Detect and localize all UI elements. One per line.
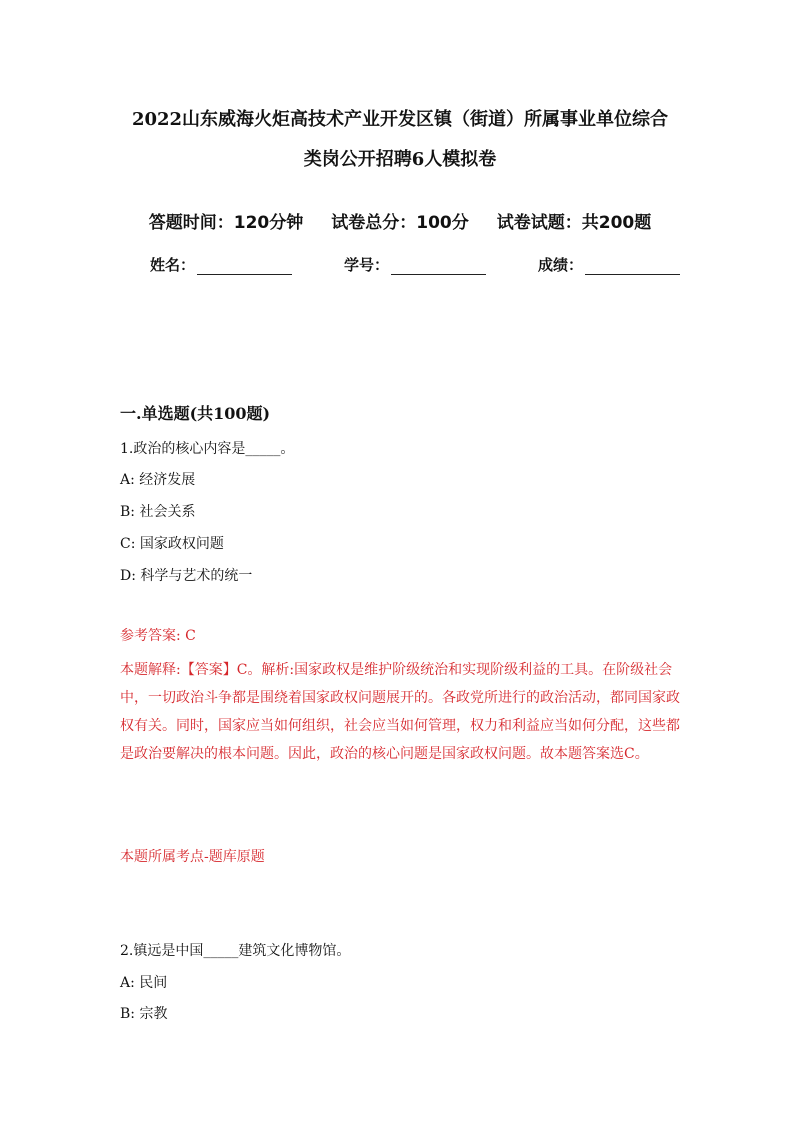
student-id-blank[interactable] <box>391 258 486 275</box>
section-title: 一.单选题(共100题) <box>120 404 271 423</box>
exam-title-line2: 类岗公开招聘6人模拟卷 <box>303 149 497 170</box>
score-field <box>538 254 680 275</box>
option-d: D: 科学与艺术的统一 <box>120 568 253 584</box>
student-id-label: 学号： <box>343 256 389 274</box>
question-stem: 2.镇远是中国_____建筑文化博物馆。 <box>120 943 351 959</box>
question-source: 本题所属考点-题库原题 <box>120 849 265 865</box>
reference-answer: 参考答案: C <box>120 628 196 644</box>
option-a: A: 经济发展 <box>120 472 196 488</box>
answer-explanation: 本题解释:【答案】C。解析:国家政权是维护阶级统治和实现阶级利益的工具。在阶级社会中，一切政治斗争都是围绕着国家政权问题展开的。各政党所进行的政治活动，都同国家政权有关。同时，国家应当如何组织，社会应当如何管理，权力和利益应当如何分配，这些都是政治要解决的根本问题。因此，政治的核心问题是国家政权问题。故本题答案选C。 <box>120 662 680 762</box>
exam-title-line1: 2022山东威海火炬高技术产业开发区镇（街道）所属事业单位综合 <box>131 109 669 130</box>
student-fields <box>150 254 680 275</box>
option-b: B: 宗教 <box>120 1006 168 1022</box>
name-blank[interactable] <box>197 258 292 275</box>
name-field <box>150 254 292 275</box>
exam-time: 答题时间：120分钟 <box>148 213 304 233</box>
option-b: B: 社会关系 <box>120 504 196 520</box>
exam-total-score: 试卷总分：100分 <box>331 213 469 233</box>
question-stem: 1.政治的核心内容是_____。 <box>120 441 295 457</box>
exam-meta <box>100 208 700 233</box>
option-c: C: 国家政权问题 <box>120 536 224 552</box>
exam-question-count: 试卷试题：共200题 <box>496 213 652 233</box>
option-a: A: 民间 <box>120 975 168 991</box>
name-label: 姓名： <box>150 256 196 274</box>
score-label: 成绩： <box>537 256 583 274</box>
student-id-field <box>344 254 486 275</box>
score-blank[interactable] <box>585 258 680 275</box>
